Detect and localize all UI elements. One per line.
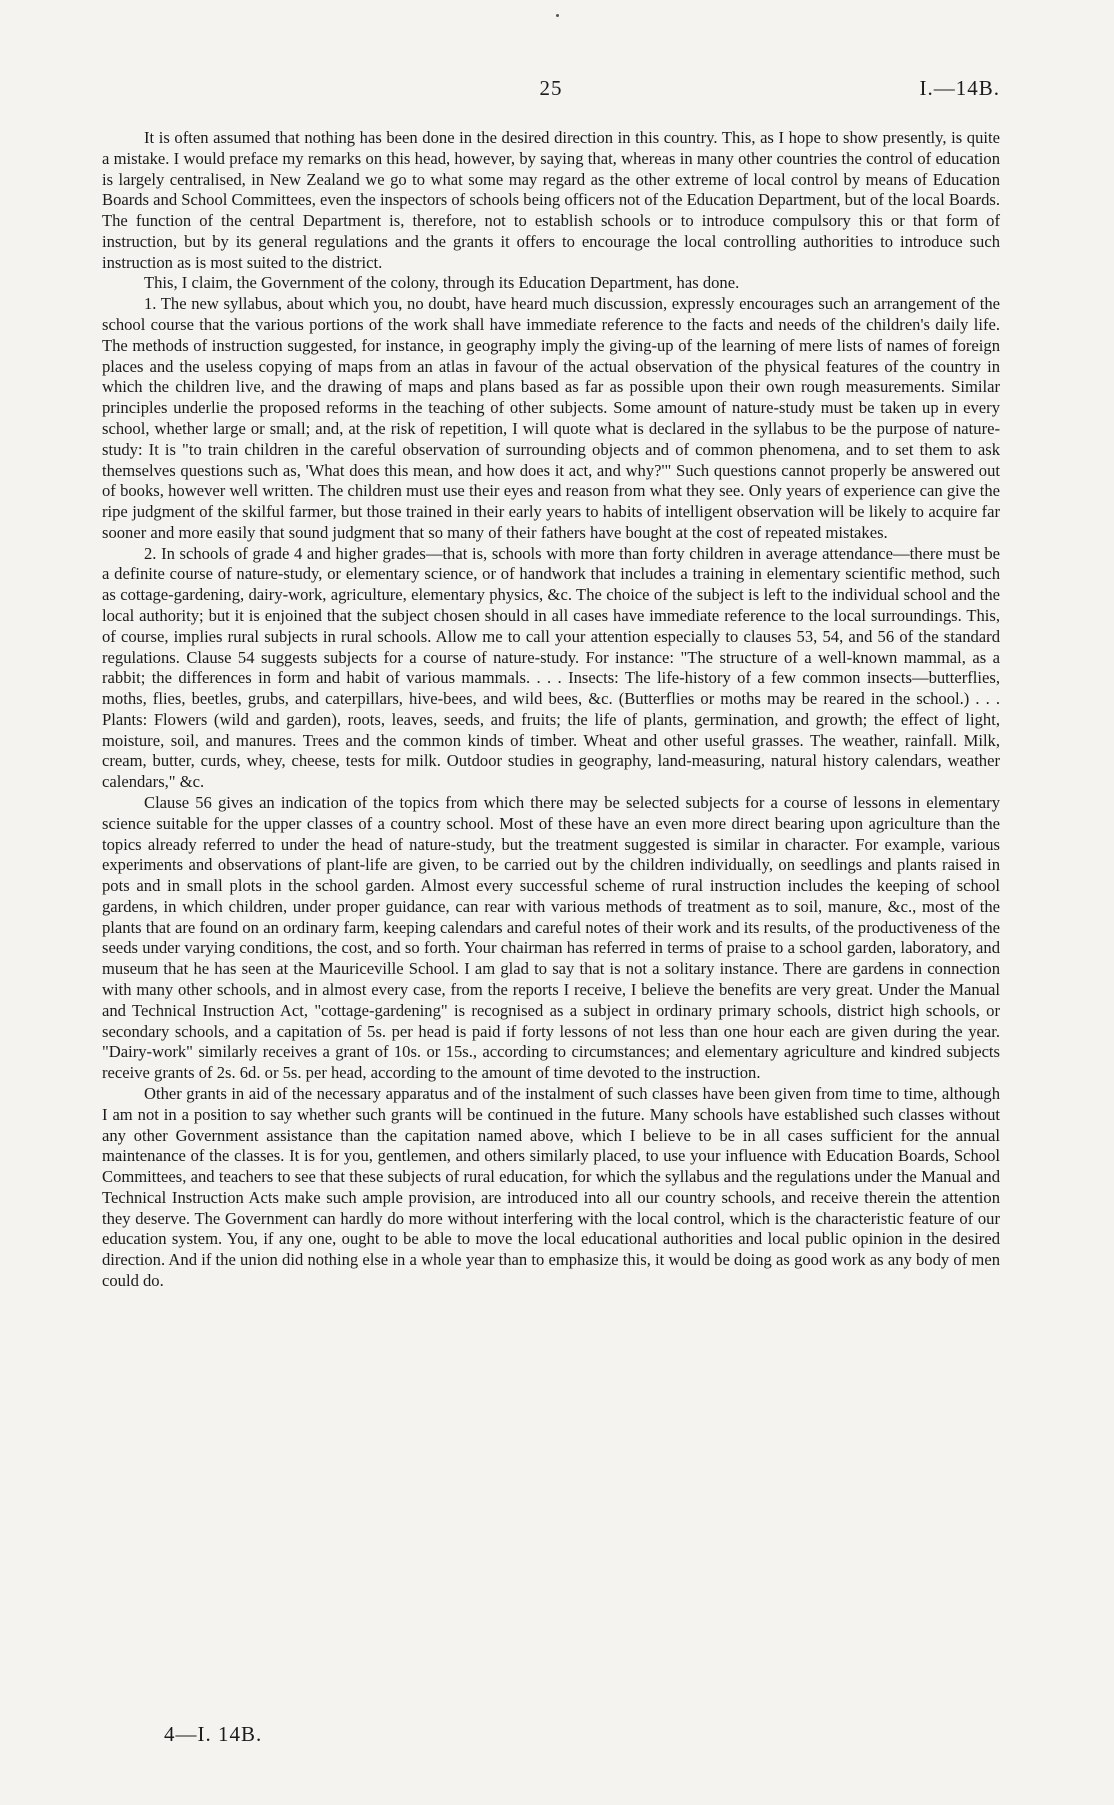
paragraph-intro: It is often assumed that nothing has been done in the desired direction in this country. This, as I hope to show presently, is quite a mistake. I would preface my remarks on this head, however, by saying that, whereas in many other countries the control of education is largely centralised, in New Zealand we go to what some may regard as the other extreme of local control by means of Education Boards and School Committees, even the inspectors of schools being officers not of the Education Department, but of the local Boards. The function of the central Department is, therefore, not to establish schools or to introduce compulsory this or that form of instruction, but by its general regulations and the grants it offers to encourage the local controlling authorities to introduce such instruction as is most suited to the district. — [102, 128, 1000, 272]
page-number: 25 — [539, 76, 563, 100]
body-text — [102, 128, 1000, 1292]
signature-mark: 4—I. 14B. — [164, 1722, 263, 1746]
paragraph-syllabus: 1. The new syllabus, about which you, no doubt, have heard much discussion, expressly encourages such an arrangement of the school course that the various portions of the work shall have immediate reference to the facts and needs of the children's daily life. The methods of instruction suggested, for instance, in geography imply the giving-up of the learning of mere lists of names of foreign places and the useless copying of maps from an atlas in favour of the actual observation of the physical features of the country in which the children live, and the drawing of maps and plans based as far as possible upon their own rough measurements. Similar principles underlie the proposed reforms in the teaching of other subjects. Some amount of nature-study must be taken up in every school, whether large or small; and, at the risk of repetition, I will quote what is declared in the syllabus to be the purpose of nature-study: It is "to train children in the careful observation of surrounding objects and of common phenomena, and to set them to ask themselves questions such as, 'What does this mean, and how does it act, and why?'" Such questions cannot properly be answered out of books, however well written. The children must use their eyes and reason from what they see. Only years of experience can give the ripe judgment of the skilful farmer, but those trained in their early years to habits of intelligent observation will be likely to acquire far sooner and more easily that sound judgment that so many of their fathers have bought at the cost of repeated mistakes. — [102, 294, 1000, 542]
paragraph-other-grants: Other grants in aid of the necessary apparatus and of the instalment of such classes have been given from time to time, although I am not in a position to say whether such grants will be continued in the future. Many schools have established such classes without any other Government assistance than the capitation named above, which I believe to be in all cases sufficient for the annual maintenance of the classes. It is for you, gentlemen, and others similarly placed, to use your influence with Education Boards, School Committees, and teachers to see that these subjects of rural education, for which the syllabus and the regulations under the Manual and Technical Instruction Acts make such ample provision, are introduced into all our country schools, and receive therein the attention they deserve. The Government can hardly do more without interfering with the local control, which is the characteristic feature of our education system. You, if any one, ought to be able to move the local educational authorities and local public opinion in the desired direction. And if the union did nothing else in a whole year than to emphasize this, it would be doing as good work as any body of men could do. — [102, 1083, 1000, 1290]
paragraph-clause-56: Clause 56 gives an indication of the topics from which there may be selected subjects for a course of lessons in elementary science suitable for the upper classes of a country school. Most of these have an even more direct bearing upon agriculture than the topics already referred to under the head of nature-study, but the treatment suggested is similar in character. For example, various experiments and observations of plant-life are given, to be carried out by the children individually, on seedlings and plants raised in pots and in small plots in the school garden. Almost every successful scheme of rural instruction includes the keeping of school gardens, in which children, under proper guidance, can rear with various methods of treatment as to soil, manure, &c., most of the plants that are found on an ordinary farm, keeping calendars and careful notes of their work and its results, of the productiveness of the seeds under varying conditions, the cost, and so forth. Your chairman has referred in terms of praise to a school garden, laboratory, and museum that he has seen at the Mauriceville School. I am glad to say that is not a solitary instance. There are gardens in connection with many other schools, and in almost every case, from the reports I receive, I believe the benefits are very great. Under the Manual and Technical Instruction Act, "cottage-gardening" is recognised as a subject in ordinary primary schools, district high schools, or secondary schools, and a capitation of 5s. per head is paid if forty lessons of not less than one hour each are given during the year. "Dairy-work" similarly receives a grant of 10s. or 15s., according to circumstances; and elementary agriculture and kindred subjects receive grants of 2s. 6d. or 5s. per head, according to the amount of time devoted to the instruction. — [102, 793, 1000, 1083]
paragraph-claim: This, I claim, the Government of the colony, through its Education Department, has done. — [144, 273, 740, 293]
page-header — [102, 76, 1000, 102]
print-speck — [556, 14, 559, 17]
paragraph-grade-four: 2. In schools of grade 4 and higher grades—that is, schools with more than forty children in average attendance—there must be a definite course of nature-study, or elementary science, or of handwork that includes a training in elementary scientific method, such as cottage-gardening, dairy-work, agriculture, elementary physics, &c. The choice of the subject is left to the individual school and the local authority; but it is enjoined that the subject chosen should in all cases have immediate reference to the local surroundings. This, of course, implies rural subjects in rural schools. Allow me to call your attention especially to clauses 53, 54, and 56 of the standard regulations. Clause 54 suggests subjects for a course of nature-study. For instance: "The structure of a well-known mammal, as a rabbit; the differences in form and habit of various mammals. . . . Insects: The life-history of a few common insects—butterflies, moths, flies, beetles, grubs, and caterpillars, hive-bees, and wild bees, &c. (Butterflies or moths may be reared in the school.) . . . Plants: Flowers (wild and garden), roots, leaves, seeds, and fruits; the life of plants, germination, and growth; the effect of light, moisture, soil, and manures. Trees and the common kinds of timber. Wheat and other useful grasses. The weather, rainfall. Milk, cream, butter, curds, whey, cheese, tests for milk. Outdoor studies in geography, land-measuring, natural history calendars, weather calendars," &c. — [102, 543, 1000, 792]
document-reference: I.—14B. — [919, 76, 1000, 100]
